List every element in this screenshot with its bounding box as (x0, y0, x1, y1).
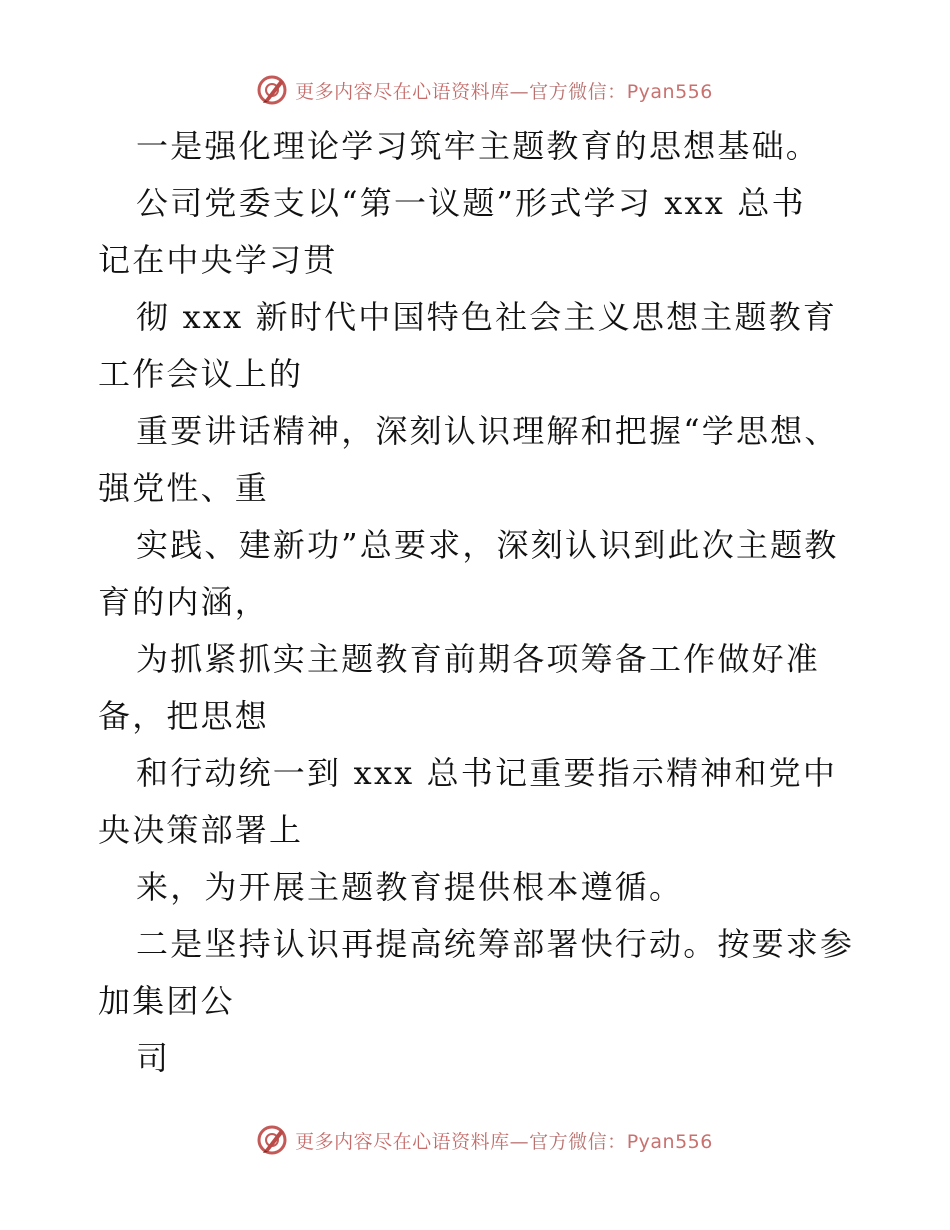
header-dash: — (509, 80, 530, 103)
footer-banner-content (255, 1123, 713, 1157)
body-line: 工作会议上的 (98, 355, 304, 393)
footer-banner (0, 1120, 950, 1160)
body-line: 央决策部署上 (98, 811, 304, 849)
brush-logo-icon (255, 1123, 289, 1157)
body-line: 一是强化理论学习筑牢主题教育的思想基础。 (136, 127, 821, 165)
footer-wechat-id: Pyan556 (626, 1130, 713, 1153)
document-body (98, 118, 858, 1087)
body-line: 实践、建新功”总要求，深刻认识到此次主题教 (136, 526, 839, 564)
footer-dash: — (509, 1130, 530, 1153)
header-banner-text (295, 77, 713, 104)
footer-official-label: 官方微信： (529, 1130, 627, 1153)
header-brand-text: 更多内容尽在心语资料库 (295, 80, 510, 103)
header-banner (0, 70, 950, 110)
body-line: 来，为开展主题教育提供根本遵循。 (136, 868, 684, 906)
body-line: 为抓紧抓实主题教育前期各项筹备工作做好准 (136, 640, 821, 678)
body-line: 司 (136, 1039, 171, 1077)
body-line: 重要讲话精神，深刻认识理解和把握“学思想、 (136, 412, 839, 450)
body-line: 和行动统一到 xxx 总书记重要指示精神和党中 (136, 754, 838, 792)
header-banner-content (255, 73, 713, 107)
brush-logo-icon (255, 73, 289, 107)
body-line: 育的内涵， (98, 583, 270, 621)
body-line: 备，把思想 (98, 697, 270, 735)
body-line: 记在中央学习贯 (98, 241, 338, 279)
header-official-label: 官方微信： (529, 80, 627, 103)
body-line: 公司党委支以“第一议题”形式学习 xxx 总书 (136, 184, 806, 222)
body-line: 强党性、重 (98, 469, 270, 507)
body-line: 加集团公 (98, 982, 235, 1020)
footer-banner-text (295, 1127, 713, 1154)
body-line: 二是坚持认识再提高统筹部署快行动。按要求参 (136, 925, 855, 963)
footer-brand-text: 更多内容尽在心语资料库 (295, 1130, 510, 1153)
header-wechat-id: Pyan556 (626, 80, 713, 103)
body-line: 彻 xxx 新时代中国特色社会主义思想主题教育 (136, 298, 838, 336)
